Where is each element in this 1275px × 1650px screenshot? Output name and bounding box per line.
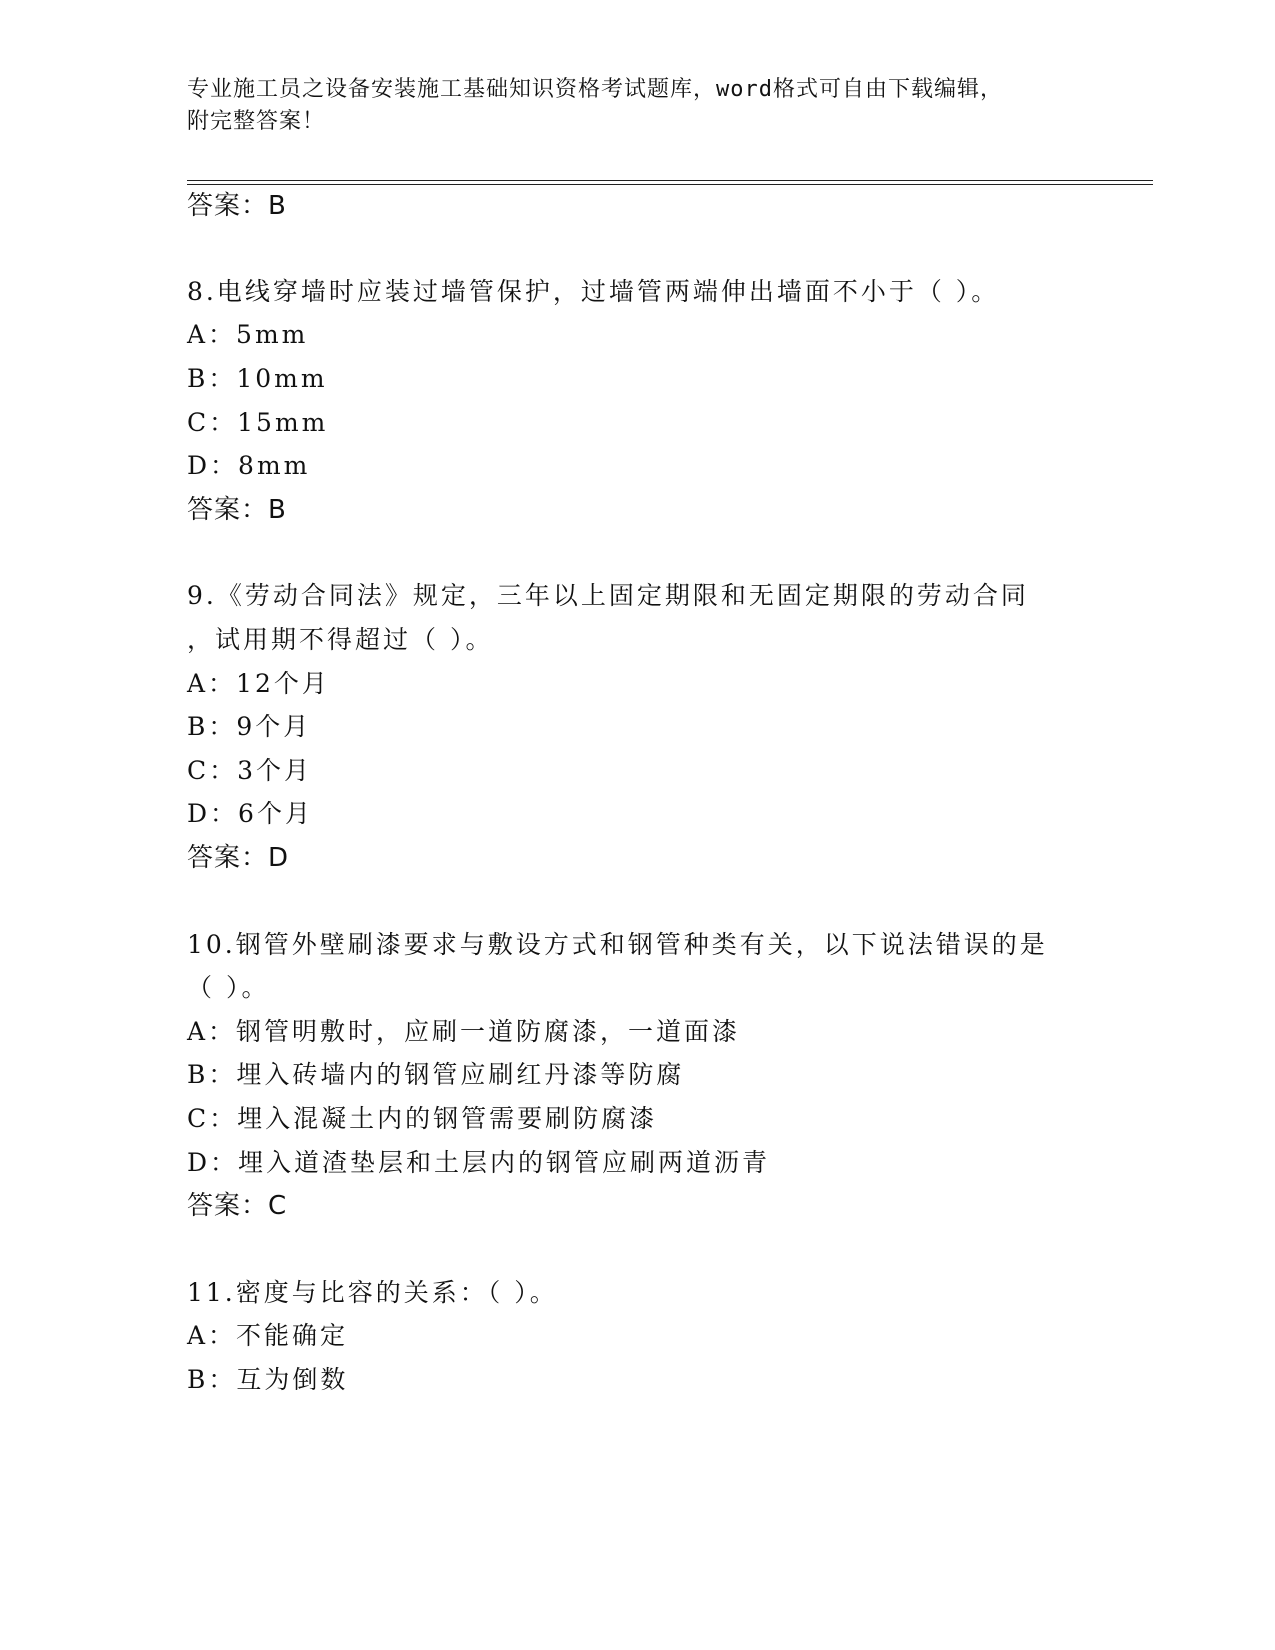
answer-q9: 答案：D: [187, 843, 290, 873]
header-divider-top: [187, 180, 1153, 181]
question-11-option-b: B：互为倒数: [187, 1365, 349, 1394]
question-9-stem-line-2: ，试用期不得超过（ ）。: [187, 625, 494, 654]
answer-q8: 答案：B: [187, 495, 287, 525]
question-8-option-b: B：10mm: [187, 364, 328, 393]
header-line-2: 附完整答案！: [187, 109, 326, 134]
question-9-option-a: A：12个月: [187, 669, 330, 698]
question-10-stem-line-1: 10.钢管外壁刷漆要求与敷设方式和钢管种类有关，以下说法错误的是: [187, 930, 1048, 959]
question-9-option-d: D：6个月: [187, 799, 313, 828]
question-8-option-c: C：15mm: [187, 408, 329, 437]
question-10-stem-line-2: （ ）。: [187, 973, 270, 1002]
question-8-stem: 8.电线穿墙时应装过墙管保护，过墙管两端伸出墙面不小于（ ）。: [187, 277, 1000, 306]
document-header: [187, 74, 1087, 138]
header-divider-bottom: [187, 184, 1153, 185]
question-9-stem-line-1: 9.《劳动合同法》规定，三年以上固定期限和无固定期限的劳动合同: [187, 581, 1029, 610]
answer-q10: 答案：C: [187, 1191, 288, 1221]
question-10-option-b: B：埋入砖墙内的钢管应刷红丹漆等防腐: [187, 1060, 685, 1089]
question-10-option-a: A：钢管明敷时，应刷一道防腐漆，一道面漆: [187, 1017, 741, 1046]
question-10-option-c: C：埋入混凝土内的钢管需要刷防腐漆: [187, 1104, 658, 1133]
question-10-option-d: D：埋入道渣垫层和土层内的钢管应刷两道沥青: [187, 1148, 771, 1177]
question-9-option-c: C：3个月: [187, 756, 313, 785]
question-11-option-a: A：不能确定: [187, 1321, 349, 1350]
question-11-stem: 11.密度与比容的关系：（ ）。: [187, 1278, 558, 1307]
question-8-option-d: D：8mm: [187, 451, 311, 480]
question-9-option-b: B：9个月: [187, 712, 312, 741]
question-8-option-a: A：5mm: [187, 320, 309, 349]
header-line-1: 专业施工员之设备安装施工基础知识资格考试题库，word格式可自由下载编辑，: [187, 77, 1003, 102]
answer-q7: 答案：B: [187, 191, 287, 221]
